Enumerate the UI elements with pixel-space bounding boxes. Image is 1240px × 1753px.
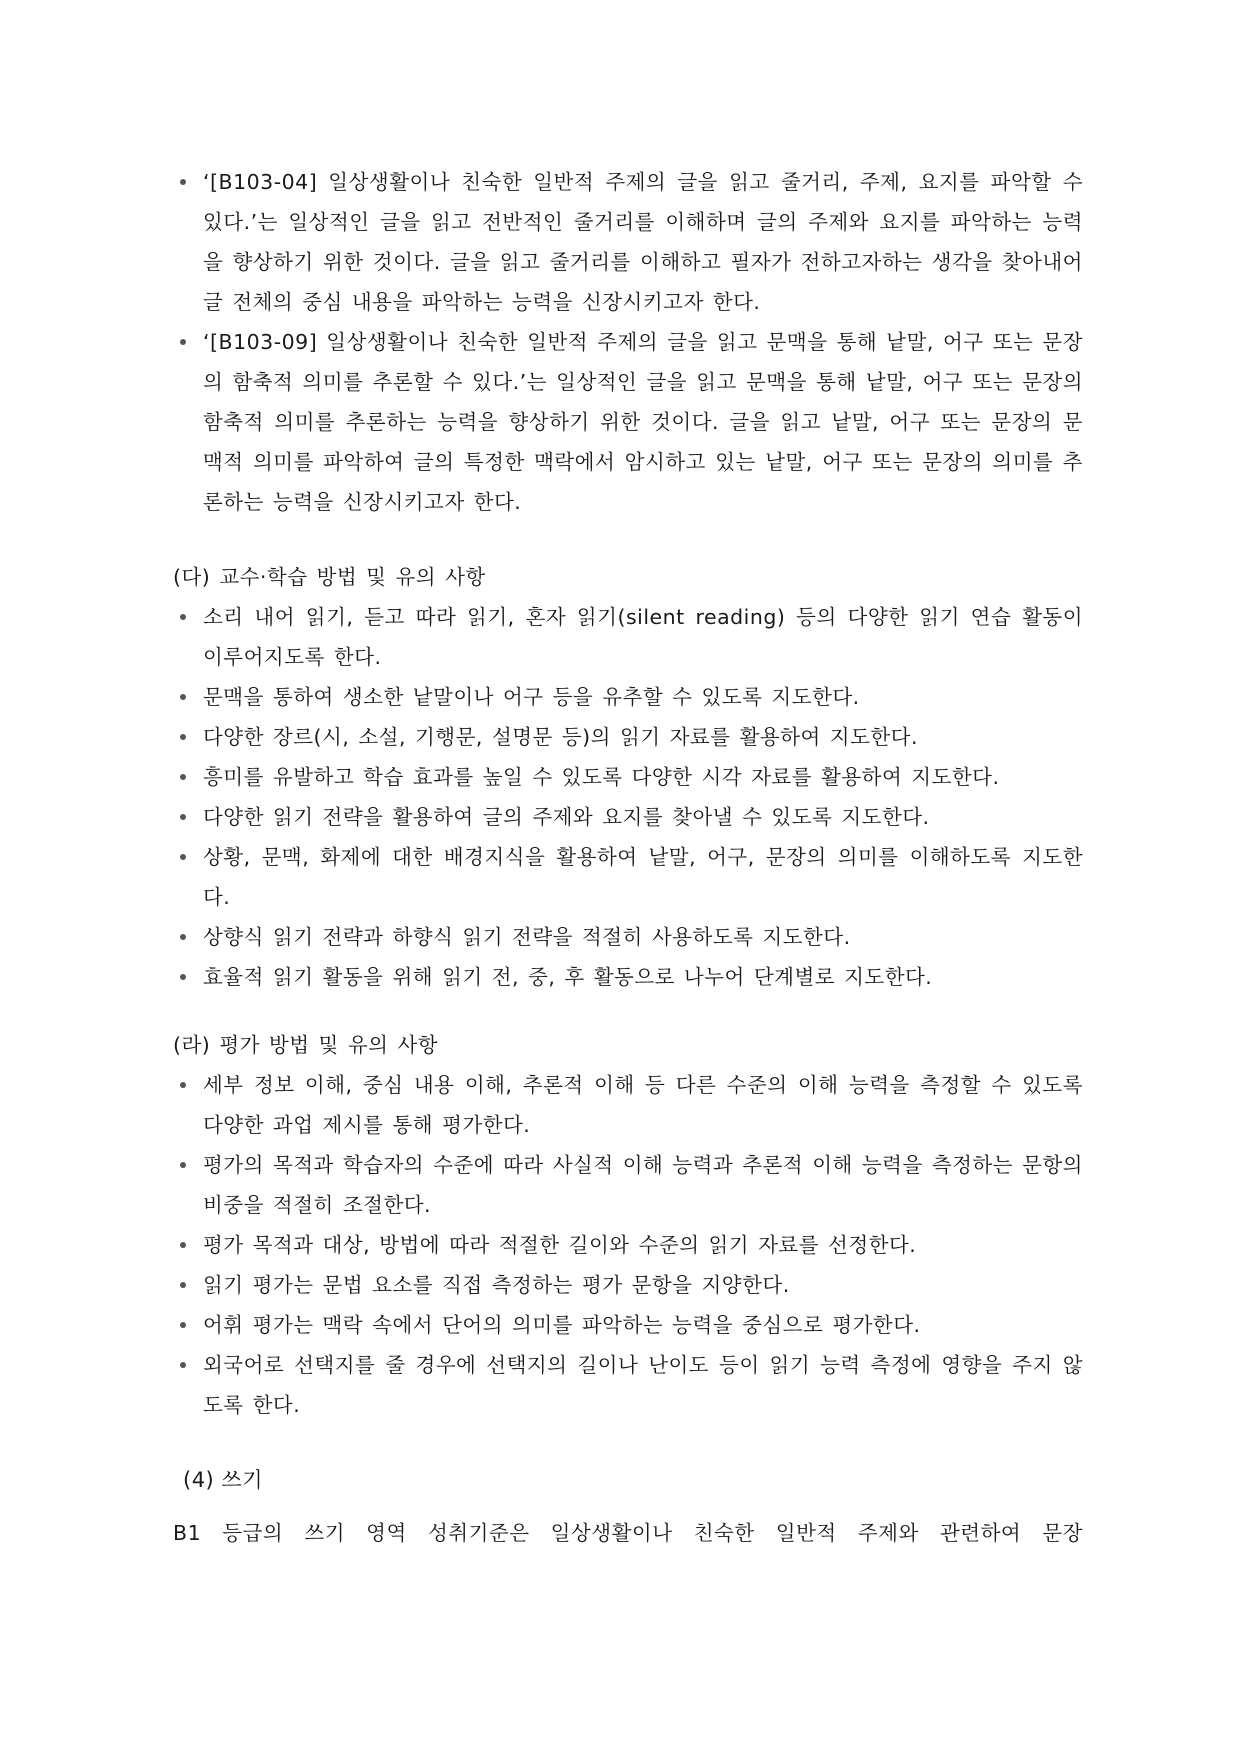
list-item-text: 어휘 평가는 맥락 속에서 단어의 의미를 파악하는 능력을 중심으로 평가한다. xyxy=(203,1313,921,1337)
writing-section xyxy=(173,1460,1083,1500)
teaching-list xyxy=(173,597,1083,997)
teaching-section xyxy=(173,557,1083,997)
bullet-icon xyxy=(180,1082,186,1088)
list-item xyxy=(173,1225,1083,1265)
evaluation-section xyxy=(173,1025,1083,1425)
bullet-icon xyxy=(180,1282,186,1288)
bullet-icon xyxy=(180,1322,186,1328)
writing-title: (4) 쓰기 xyxy=(183,1468,263,1492)
intro-section xyxy=(173,162,1083,522)
bullet-icon xyxy=(180,1362,186,1368)
list-item xyxy=(173,837,1083,917)
bullet-icon xyxy=(180,854,186,860)
bullet-icon xyxy=(180,974,186,980)
list-item-text: 평가의 목적과 학습자의 수준에 따라 사실적 이해 능력과 추론적 이해 능력을 측정하는 문항의 비중을 적절히 조절한다. xyxy=(203,1153,1083,1217)
list-item xyxy=(173,797,1083,837)
list-item xyxy=(173,162,1083,322)
list-item xyxy=(173,1265,1083,1305)
list-item-text: 다양한 읽기 전략을 활용하여 글의 주제와 요지를 찾아낼 수 있도록 지도한다. xyxy=(203,805,930,829)
list-item-text: 소리 내어 읽기, 듣고 따라 읽기, 혼자 읽기(silent reading) 등의 다양한 읽기 연습 활동이 이루어지도록 한다. xyxy=(203,605,1083,669)
bullet-icon xyxy=(180,339,186,345)
intro-list xyxy=(173,162,1083,522)
list-item xyxy=(173,717,1083,757)
list-item xyxy=(173,1345,1083,1425)
bullet-icon xyxy=(180,694,186,700)
bullet-icon xyxy=(180,734,186,740)
bullet-icon xyxy=(180,814,186,820)
bullet-icon xyxy=(180,774,186,780)
list-item-text: 상향식 읽기 전략과 하향식 읽기 전략을 적절히 사용하도록 지도한다. xyxy=(203,925,851,949)
list-item-text: ‘[B103-09] 일상생활이나 친숙한 일반적 주제의 글을 읽고 문맥을 통해 낱말, 어구 또는 문장의 함축적 의미를 추론할 수 있다.’는 일상적인 글을 읽고 문맥을 통해 낱말, 어구 또는 문장의 함축적 의미를 추론하는 능력을 향상하기 위한 것이다. 글을 읽고 낱말, 어구 또는 문장의 문맥적 의미를 파악하여 글의 특정한 맥락에서 암시하고 있는 낱말, 어구 또는 문장의 의미를 추론하는 능력을 신장시키고자 한다. xyxy=(203,330,1083,514)
list-item-text: 외국어로 선택지를 줄 경우에 선택지의 길이나 난이도 등이 읽기 능력 측정에 영향을 주지 않도록 한다. xyxy=(203,1353,1083,1417)
evaluation-heading: (라) 평가 방법 및 유의 사항 xyxy=(173,1033,439,1057)
list-item-text: 다양한 장르(시, 소설, 기행문, 설명문 등)의 읽기 자료를 활용하여 지도한다. xyxy=(203,725,918,749)
list-item xyxy=(173,917,1083,957)
list-item xyxy=(173,322,1083,522)
writing-paragraph-block xyxy=(173,1513,1083,1553)
list-item-text: 상황, 문맥, 화제에 대한 배경지식을 활용하여 낱말, 어구, 문장의 의미를 이해하도록 지도한다. xyxy=(203,845,1083,909)
list-item xyxy=(173,757,1083,797)
list-item-text: 세부 정보 이해, 중심 내용 이해, 추론적 이해 등 다른 수준의 이해 능력을 측정할 수 있도록 다양한 과업 제시를 통해 평가한다. xyxy=(203,1073,1083,1137)
evaluation-list xyxy=(173,1065,1083,1425)
bullet-icon xyxy=(180,1242,186,1248)
list-item-text: 효율적 읽기 활동을 위해 읽기 전, 중, 후 활동으로 나누어 단계별로 지도한다. xyxy=(203,965,933,989)
list-item xyxy=(173,1305,1083,1345)
bullet-icon xyxy=(180,1162,186,1168)
list-item xyxy=(173,677,1083,717)
list-item xyxy=(173,1145,1083,1225)
list-item-text: 문맥을 통하여 생소한 낱말이나 어구 등을 유추할 수 있도록 지도한다. xyxy=(203,685,860,709)
list-item-text: 흥미를 유발하고 학습 효과를 높일 수 있도록 다양한 시각 자료를 활용하여 지도한다. xyxy=(203,765,1000,789)
bullet-icon xyxy=(180,614,186,620)
writing-paragraph: B1 등급의 쓰기 영역 성취기준은 일상생활이나 친숙한 일반적 주제와 관련하여 문장 xyxy=(173,1521,1083,1545)
bullet-icon xyxy=(180,179,186,185)
teaching-heading: (다) 교수·학습 방법 및 유의 사항 xyxy=(173,565,486,589)
list-item xyxy=(173,597,1083,677)
list-item xyxy=(173,957,1083,997)
list-item xyxy=(173,1065,1083,1145)
list-item-text: 평가 목적과 대상, 방법에 따라 적절한 길이와 수준의 읽기 자료를 선정한다. xyxy=(203,1233,917,1257)
list-item-text: 읽기 평가는 문법 요소를 직접 측정하는 평가 문항을 지양한다. xyxy=(203,1273,790,1297)
list-item-text: ‘[B103-04] 일상생활이나 친숙한 일반적 주제의 글을 읽고 줄거리, 주제, 요지를 파악할 수 있다.’는 일상적인 글을 읽고 전반적인 줄거리를 이해하며 글의 주제와 요지를 파악하는 능력을 향상하기 위한 것이다. 글을 읽고 줄거리를 이해하고 필자가 전하고자하는 생각을 찾아내어 글 전체의 중심 내용을 파악하는 능력을 신장시키고자 한다. xyxy=(203,170,1084,314)
bullet-icon xyxy=(180,934,186,940)
